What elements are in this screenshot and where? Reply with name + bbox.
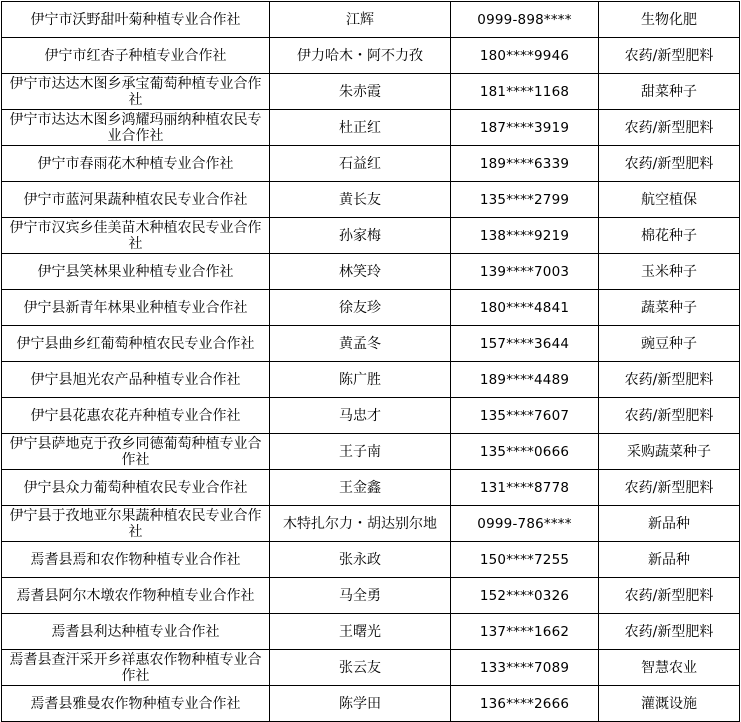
phone-cell: 152****0326 <box>451 578 599 614</box>
demand-cell: 甜菜种子 <box>599 74 740 110</box>
cooperative-name-cell: 伊宁县旭光农产品种植专业合作社 <box>2 362 270 398</box>
contact-person-cell: 马忠才 <box>270 398 451 434</box>
phone-cell: 189****4489 <box>451 362 599 398</box>
contact-person-cell: 杜正红 <box>270 110 451 146</box>
demand-cell: 农药/新型肥料 <box>599 146 740 182</box>
table-row <box>2 38 740 74</box>
phone-cell: 187****3919 <box>451 110 599 146</box>
contact-person-cell: 黄长友 <box>270 182 451 218</box>
phone-cell: 133****7089 <box>451 650 599 686</box>
phone-cell: 135****7607 <box>451 398 599 434</box>
table-row <box>2 290 740 326</box>
cooperative-name-cell: 焉耆县阿尔木墩农作物种植专业合作社 <box>2 578 270 614</box>
table-row <box>2 434 740 470</box>
cooperative-name-cell: 焉耆县焉和农作物种植专业合作社 <box>2 542 270 578</box>
cooperative-name-cell: 伊宁市沃野甜叶菊种植专业合作社 <box>2 2 270 38</box>
table-row <box>2 470 740 506</box>
contact-person-cell: 石益红 <box>270 146 451 182</box>
contact-person-cell: 张云友 <box>270 650 451 686</box>
contact-person-cell: 王金鑫 <box>270 470 451 506</box>
demand-cell: 新品种 <box>599 506 740 542</box>
demand-cell: 农药/新型肥料 <box>599 470 740 506</box>
contact-person-cell: 江辉 <box>270 2 451 38</box>
cooperative-name-cell: 伊宁县萨地克于孜乡同德葡萄种植专业合作社 <box>2 434 270 470</box>
contact-person-cell: 木特扎尔力・胡达别尔地 <box>270 506 451 542</box>
cooperative-name-cell: 焉耆县雅曼农作物种植专业合作社 <box>2 686 270 722</box>
phone-cell: 136****2666 <box>451 686 599 722</box>
demand-cell: 生物化肥 <box>599 2 740 38</box>
contact-person-cell: 王曙光 <box>270 614 451 650</box>
phone-cell: 189****6339 <box>451 146 599 182</box>
table-row <box>2 506 740 542</box>
table-row <box>2 74 740 110</box>
phone-cell: 135****2799 <box>451 182 599 218</box>
phone-cell: 180****4841 <box>451 290 599 326</box>
cooperative-name-cell: 伊宁市红杏子种植专业合作社 <box>2 38 270 74</box>
table-row <box>2 146 740 182</box>
demand-cell: 农药/新型肥料 <box>599 614 740 650</box>
contact-person-cell: 黄孟冬 <box>270 326 451 362</box>
cooperative-table <box>1 1 740 722</box>
phone-cell: 137****1662 <box>451 614 599 650</box>
contact-person-cell: 伊力哈木・阿不力孜 <box>270 38 451 74</box>
contact-person-cell: 徐友珍 <box>270 290 451 326</box>
contact-person-cell: 孙家梅 <box>270 218 451 254</box>
phone-cell: 135****0666 <box>451 434 599 470</box>
cooperative-name-cell: 伊宁县新青年林果业种植专业合作社 <box>2 290 270 326</box>
phone-cell: 180****9946 <box>451 38 599 74</box>
contact-person-cell: 张永政 <box>270 542 451 578</box>
contact-person-cell: 王子南 <box>270 434 451 470</box>
demand-cell: 采购蔬菜种子 <box>599 434 740 470</box>
table-row <box>2 110 740 146</box>
demand-cell: 农药/新型肥料 <box>599 362 740 398</box>
table-row <box>2 362 740 398</box>
cooperative-name-cell: 伊宁县于孜地亚尔果蔬种植农民专业合作社 <box>2 506 270 542</box>
demand-cell: 农药/新型肥料 <box>599 578 740 614</box>
demand-cell: 农药/新型肥料 <box>599 38 740 74</box>
phone-cell: 131****8778 <box>451 470 599 506</box>
table-row <box>2 326 740 362</box>
phone-cell: 0999-898**** <box>451 2 599 38</box>
demand-cell: 蔬菜种子 <box>599 290 740 326</box>
demand-cell: 农药/新型肥料 <box>599 398 740 434</box>
cooperative-name-cell: 焉耆县查汗采开乡祥惠农作物种植专业合作社 <box>2 650 270 686</box>
table-row <box>2 182 740 218</box>
phone-cell: 0999-786**** <box>451 506 599 542</box>
demand-cell: 豌豆种子 <box>599 326 740 362</box>
table-row <box>2 2 740 38</box>
phone-cell: 150****7255 <box>451 542 599 578</box>
table-body <box>2 2 740 722</box>
contact-person-cell: 陈广胜 <box>270 362 451 398</box>
contact-person-cell: 林笑玲 <box>270 254 451 290</box>
cooperative-name-cell: 伊宁县笑林果业种植专业合作社 <box>2 254 270 290</box>
table-row <box>2 218 740 254</box>
demand-cell: 棉花种子 <box>599 218 740 254</box>
table-row <box>2 614 740 650</box>
demand-cell: 灌溉设施 <box>599 686 740 722</box>
cooperative-name-cell: 伊宁县曲乡红葡萄种植农民专业合作社 <box>2 326 270 362</box>
contact-person-cell: 马全勇 <box>270 578 451 614</box>
cooperative-name-cell: 伊宁市春雨花木种植专业合作社 <box>2 146 270 182</box>
demand-cell: 新品种 <box>599 542 740 578</box>
demand-cell: 农药/新型肥料 <box>599 110 740 146</box>
cooperative-name-cell: 伊宁县众力葡萄种植农民专业合作社 <box>2 470 270 506</box>
demand-cell: 玉米种子 <box>599 254 740 290</box>
phone-cell: 138****9219 <box>451 218 599 254</box>
table-row <box>2 650 740 686</box>
contact-person-cell: 朱赤霞 <box>270 74 451 110</box>
cooperative-name-cell: 伊宁市达达木图乡鸿耀玛丽纳种植农民专业合作社 <box>2 110 270 146</box>
phone-cell: 157****3644 <box>451 326 599 362</box>
demand-cell: 智慧农业 <box>599 650 740 686</box>
phone-cell: 181****1168 <box>451 74 599 110</box>
table-row <box>2 254 740 290</box>
phone-cell: 139****7003 <box>451 254 599 290</box>
table-row <box>2 686 740 722</box>
cooperative-name-cell: 伊宁县花惠农花卉种植专业合作社 <box>2 398 270 434</box>
cooperative-name-cell: 伊宁市达达木图乡承宝葡萄种植专业合作社 <box>2 74 270 110</box>
cooperative-name-cell: 伊宁市蓝河果蔬种植农民专业合作社 <box>2 182 270 218</box>
table-row <box>2 578 740 614</box>
table-row <box>2 542 740 578</box>
table-row <box>2 398 740 434</box>
demand-cell: 航空植保 <box>599 182 740 218</box>
cooperative-name-cell: 焉耆县利达种植专业合作社 <box>2 614 270 650</box>
cooperative-name-cell: 伊宁市汉宾乡佳美苗木种植农民专业合作社 <box>2 218 270 254</box>
contact-person-cell: 陈学田 <box>270 686 451 722</box>
